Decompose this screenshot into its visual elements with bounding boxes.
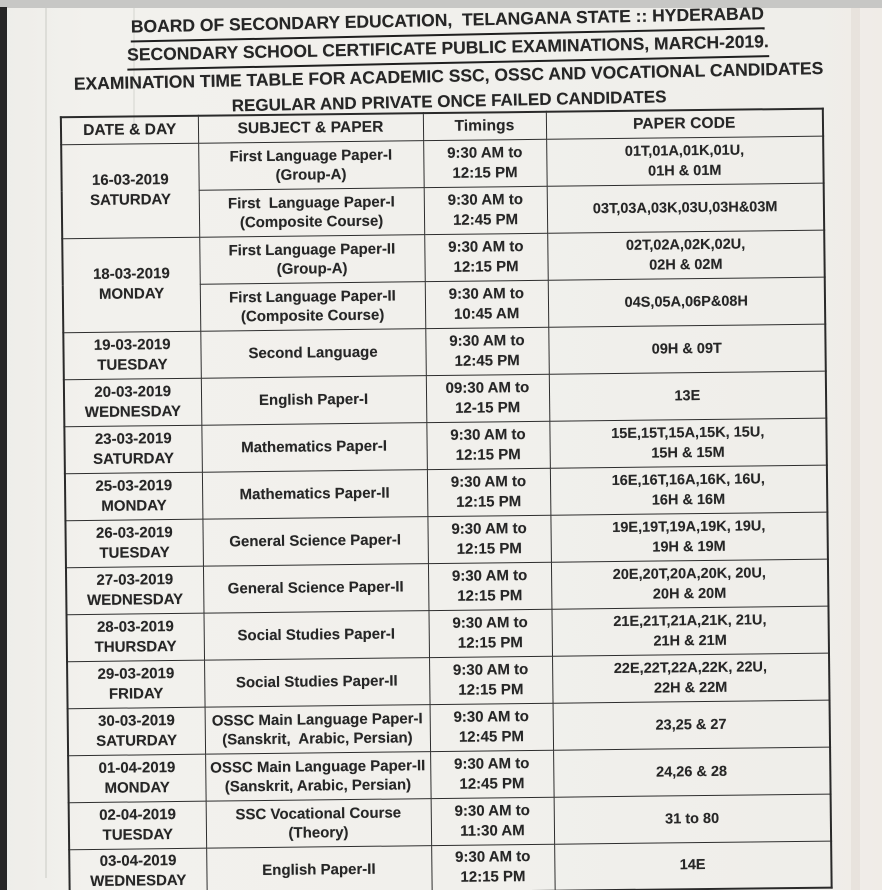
papercode-cell <box>553 700 831 750</box>
subject-line: First Language Paper-I <box>229 146 393 165</box>
timing-line: 9:30 AM to <box>452 660 529 679</box>
day-text: SATURDAY <box>96 731 178 750</box>
table-row <box>68 747 830 803</box>
date-text: 28-03-2019 <box>96 617 174 636</box>
timing-line: 12:45 PM <box>459 774 525 793</box>
papercode-cell <box>547 183 825 233</box>
subject-line: (Composite Course) <box>239 212 384 231</box>
subject-cell <box>206 845 432 890</box>
timing-line: 9:30 AM to <box>448 237 524 256</box>
date-cell <box>61 143 199 239</box>
day-text: TUESDAY <box>97 355 168 374</box>
papercode-line: 13E <box>674 387 701 404</box>
papercode-cell <box>553 747 831 797</box>
subject-cell <box>200 281 426 331</box>
timing-line: 9:30 AM to <box>454 801 530 820</box>
date-cell <box>64 378 202 427</box>
timing-line: 9:30 AM to <box>451 566 528 585</box>
subject-line: First Language Paper-I <box>227 192 395 212</box>
papercode-line: 19E,19T,19A,19K, 19U, <box>612 517 766 536</box>
day-text: MONDAY <box>101 496 167 515</box>
day-text: MONDAY <box>98 285 165 303</box>
subject-line: English Paper-I <box>258 390 369 410</box>
date-cell <box>62 237 200 333</box>
date-text: 23-03-2019 <box>94 429 172 448</box>
timing-line: 12:15 PM <box>455 445 521 464</box>
papercode-line: 14E <box>679 857 706 874</box>
subject-cell <box>199 234 425 284</box>
date-text: 26-03-2019 <box>95 523 173 542</box>
date-text: 03-04-2019 <box>99 852 177 871</box>
timing-line: 10:45 AM <box>453 304 520 323</box>
timing-cell <box>425 327 549 375</box>
date-cell <box>64 425 202 474</box>
date-cell <box>68 754 206 803</box>
day-text: THURSDAY <box>94 637 177 656</box>
col-header-timings: Timings <box>423 112 546 140</box>
date-text: 30-03-2019 <box>97 711 175 730</box>
subject-line: SSC Vocational Course <box>235 803 402 823</box>
papercode-cell <box>551 606 829 656</box>
day-text: WEDNESDAY <box>86 590 184 609</box>
papercode-line: 02T,02A,02K,02U, <box>625 236 746 254</box>
papercode-cell <box>551 559 829 609</box>
subject-line: OSSC Main Language Paper-I <box>211 709 423 730</box>
timing-line: 9:30 AM to <box>451 519 527 538</box>
table-row <box>69 841 831 890</box>
papercode-line: 21H & 21M <box>653 632 727 650</box>
papercode-line: 15H & 15M <box>651 444 725 462</box>
date-text: 25-03-2019 <box>95 476 173 495</box>
papercode-line: 22E,22T,22A,22K, 22U, <box>613 658 768 677</box>
subject-line: First Language Paper-II <box>228 239 396 259</box>
day-text: TUESDAY <box>102 825 174 844</box>
timing-line: 9:30 AM to <box>449 331 525 350</box>
timing-cell <box>431 844 555 890</box>
date-text: 27-03-2019 <box>96 570 174 589</box>
timing-cell <box>426 421 550 469</box>
subject-line: (Theory) <box>288 823 349 842</box>
subject-cell <box>200 328 426 378</box>
papercode-line: 16E,16T,16A,16K, 16U, <box>611 470 765 489</box>
papercode-line: 19H & 19M <box>652 538 726 556</box>
timing-line: 12:15 PM <box>456 539 522 558</box>
col-header-subject-paper: SUBJECT & PAPER <box>198 113 423 143</box>
timing-line: 12:15 PM <box>457 633 523 652</box>
subject-cell <box>202 516 428 566</box>
papercode-cell <box>554 841 832 890</box>
timing-line: 9:30 AM to <box>450 472 527 491</box>
date-text: 16-03-2019 <box>91 171 169 189</box>
papercode-line: 20H & 20M <box>652 585 727 603</box>
day-text: SATURDAY <box>92 449 175 468</box>
timing-line: 12:15 PM <box>460 868 526 887</box>
papercode-line: 01T,01A,01K,01U, <box>624 142 745 160</box>
papercode-line: 31 to 80 <box>665 810 720 827</box>
subject-cell <box>198 140 424 190</box>
papercode-line: 24,26 & 28 <box>656 763 728 781</box>
day-text: WEDNESDAY <box>90 872 187 890</box>
timing-line: 9:30 AM to <box>453 754 530 773</box>
subject-cell <box>206 798 432 848</box>
date-cell <box>65 472 203 521</box>
subject-line: (Composite Course) <box>240 306 385 325</box>
papercode-cell <box>546 136 824 186</box>
date-cell <box>66 566 204 615</box>
timing-cell <box>431 797 555 845</box>
subject-line: (Sanskrit, Arabic, Persian) <box>222 728 413 748</box>
papercode-line: 01H & 01M <box>647 162 722 180</box>
subject-line: (Sanskrit, Arabic, Persian) <box>224 775 412 795</box>
papercode-line: 20E,20T,20A,20K, 20U, <box>612 564 766 583</box>
subject-cell <box>203 610 429 660</box>
timing-line: 9:30 AM to <box>448 284 525 303</box>
header-line-2-text: SECONDARY SCHOOL CERTIFICATE PUBLIC EXAMINATIONS, MARCH-2019. <box>127 29 769 70</box>
timing-line: 12:45 PM <box>458 727 525 746</box>
subject-line: Social Studies Paper-II <box>235 672 398 692</box>
table-row <box>62 230 824 286</box>
papercode-cell <box>549 418 827 468</box>
papercode-line: 09H & 09T <box>651 340 722 358</box>
timing-cell <box>428 562 552 610</box>
timing-line: 12:45 PM <box>454 351 520 370</box>
papercode-line: 21E,21T,21A,21K, 21U, <box>613 611 767 630</box>
papercode-line: 03T,03A,03K,03U,03H&03M <box>592 198 778 217</box>
papercode-line: 16H & 16M <box>651 491 726 509</box>
timing-cell <box>426 374 550 422</box>
subject-line: Second Language <box>248 343 378 363</box>
timing-cell <box>430 703 554 751</box>
timing-line: 9:30 AM to <box>453 707 529 726</box>
papercode-line: 02H & 02M <box>649 256 723 274</box>
timing-cell <box>425 280 549 328</box>
timing-line: 9:30 AM to <box>447 190 524 209</box>
table-row <box>65 512 827 568</box>
subject-line: OSSC Main Language Paper-II <box>210 756 426 777</box>
timing-line: 12-15 PM <box>455 398 521 417</box>
papercode-line: 15E,15T,15A,15K, 15U, <box>611 423 765 442</box>
subject-line: Mathematics Paper-II <box>239 484 390 504</box>
subject-line: (Group-A) <box>275 165 347 184</box>
subject-cell <box>199 187 425 237</box>
col-header-date-day: DATE & DAY <box>61 116 198 145</box>
papercode-cell <box>549 371 827 421</box>
papercode-line: 04S,05A,06P&08H <box>624 292 748 311</box>
table-row <box>68 700 830 756</box>
header-line-1-text: BOARD OF SECONDARY EDUCATION, TELANGANA STATE :: HYDERABAD <box>131 1 765 42</box>
header-line-4: REGULAR AND PRIVATE ONCE FAILED CANDIDATES <box>231 87 667 116</box>
papercode-cell <box>550 512 828 562</box>
day-text: MONDAY <box>104 778 170 797</box>
date-text: 18-03-2019 <box>92 265 170 283</box>
timing-line: 9:30 AM to <box>455 848 531 867</box>
header-line-3: EXAMINATION TIME TABLE FOR ACADEMIC SSC, OSSC AND VOCATIONAL CANDIDATES <box>73 58 824 94</box>
timing-line: 12:15 PM <box>453 257 519 276</box>
subject-cell <box>204 657 430 707</box>
subject-cell <box>202 469 428 519</box>
timing-line: 12:45 PM <box>452 210 519 229</box>
day-text: SATURDAY <box>90 191 172 209</box>
subject-line: General Science Paper-I <box>229 531 402 551</box>
timing-cell <box>424 186 548 234</box>
papercode-cell <box>550 465 828 515</box>
subject-cell <box>201 375 427 425</box>
date-text: 02-04-2019 <box>99 805 176 824</box>
date-cell <box>69 848 207 890</box>
timing-cell <box>427 468 551 516</box>
timing-cell <box>424 233 548 281</box>
col-header-paper-code: PAPER CODE <box>546 109 823 139</box>
subject-cell <box>203 563 429 613</box>
papercode-cell <box>547 230 825 280</box>
timing-line: 12:15 PM <box>452 163 518 182</box>
document-header <box>54 0 842 122</box>
timing-line: 9:30 AM to <box>452 613 528 632</box>
timing-cell <box>429 656 553 704</box>
date-cell <box>69 801 207 850</box>
timing-line: 12:15 PM <box>457 586 523 605</box>
subject-cell <box>201 422 427 472</box>
timing-cell <box>427 515 551 563</box>
papercode-cell <box>548 277 826 327</box>
timing-line: 11:30 AM <box>460 821 525 840</box>
papercode-cell <box>554 794 832 844</box>
timing-cell <box>423 139 547 187</box>
subject-line: (Group-A) <box>276 259 348 278</box>
timing-line: 9:30 AM to <box>447 143 523 162</box>
papercode-cell <box>552 653 830 703</box>
timetable <box>60 108 833 890</box>
papercode-line: 23,25 & 27 <box>655 716 727 734</box>
timing-cell <box>430 750 554 798</box>
subject-cell <box>205 751 431 801</box>
date-cell <box>66 613 204 662</box>
day-text: WEDNESDAY <box>84 402 182 421</box>
date-text: 20-03-2019 <box>94 382 172 401</box>
timing-cell <box>428 609 552 657</box>
table-row <box>65 465 827 521</box>
timing-line: 09:30 AM to <box>445 378 530 397</box>
date-text: 19-03-2019 <box>93 335 171 354</box>
timing-line: 12:15 PM <box>458 680 524 699</box>
date-text: 29-03-2019 <box>97 664 175 683</box>
date-cell <box>67 660 205 709</box>
timing-line: 9:30 AM to <box>450 425 526 444</box>
day-text: TUESDAY <box>99 543 170 562</box>
date-cell <box>63 331 201 380</box>
papercode-cell <box>548 324 826 374</box>
subject-cell <box>205 704 431 754</box>
subject-line: Social Studies Paper-I <box>237 625 396 645</box>
subject-line: Mathematics Paper-I <box>241 437 388 457</box>
subject-line: General Science Paper-II <box>227 578 404 598</box>
subject-line: First Language Paper-II <box>228 286 396 306</box>
papercode-line: 22H & 22M <box>653 679 728 697</box>
date-text: 01-04-2019 <box>98 758 176 777</box>
subject-line: English Paper-II <box>262 860 376 879</box>
date-cell <box>68 707 206 756</box>
day-text: FRIDAY <box>108 684 164 703</box>
date-cell <box>65 519 203 568</box>
timing-line: 12:15 PM <box>456 492 522 511</box>
